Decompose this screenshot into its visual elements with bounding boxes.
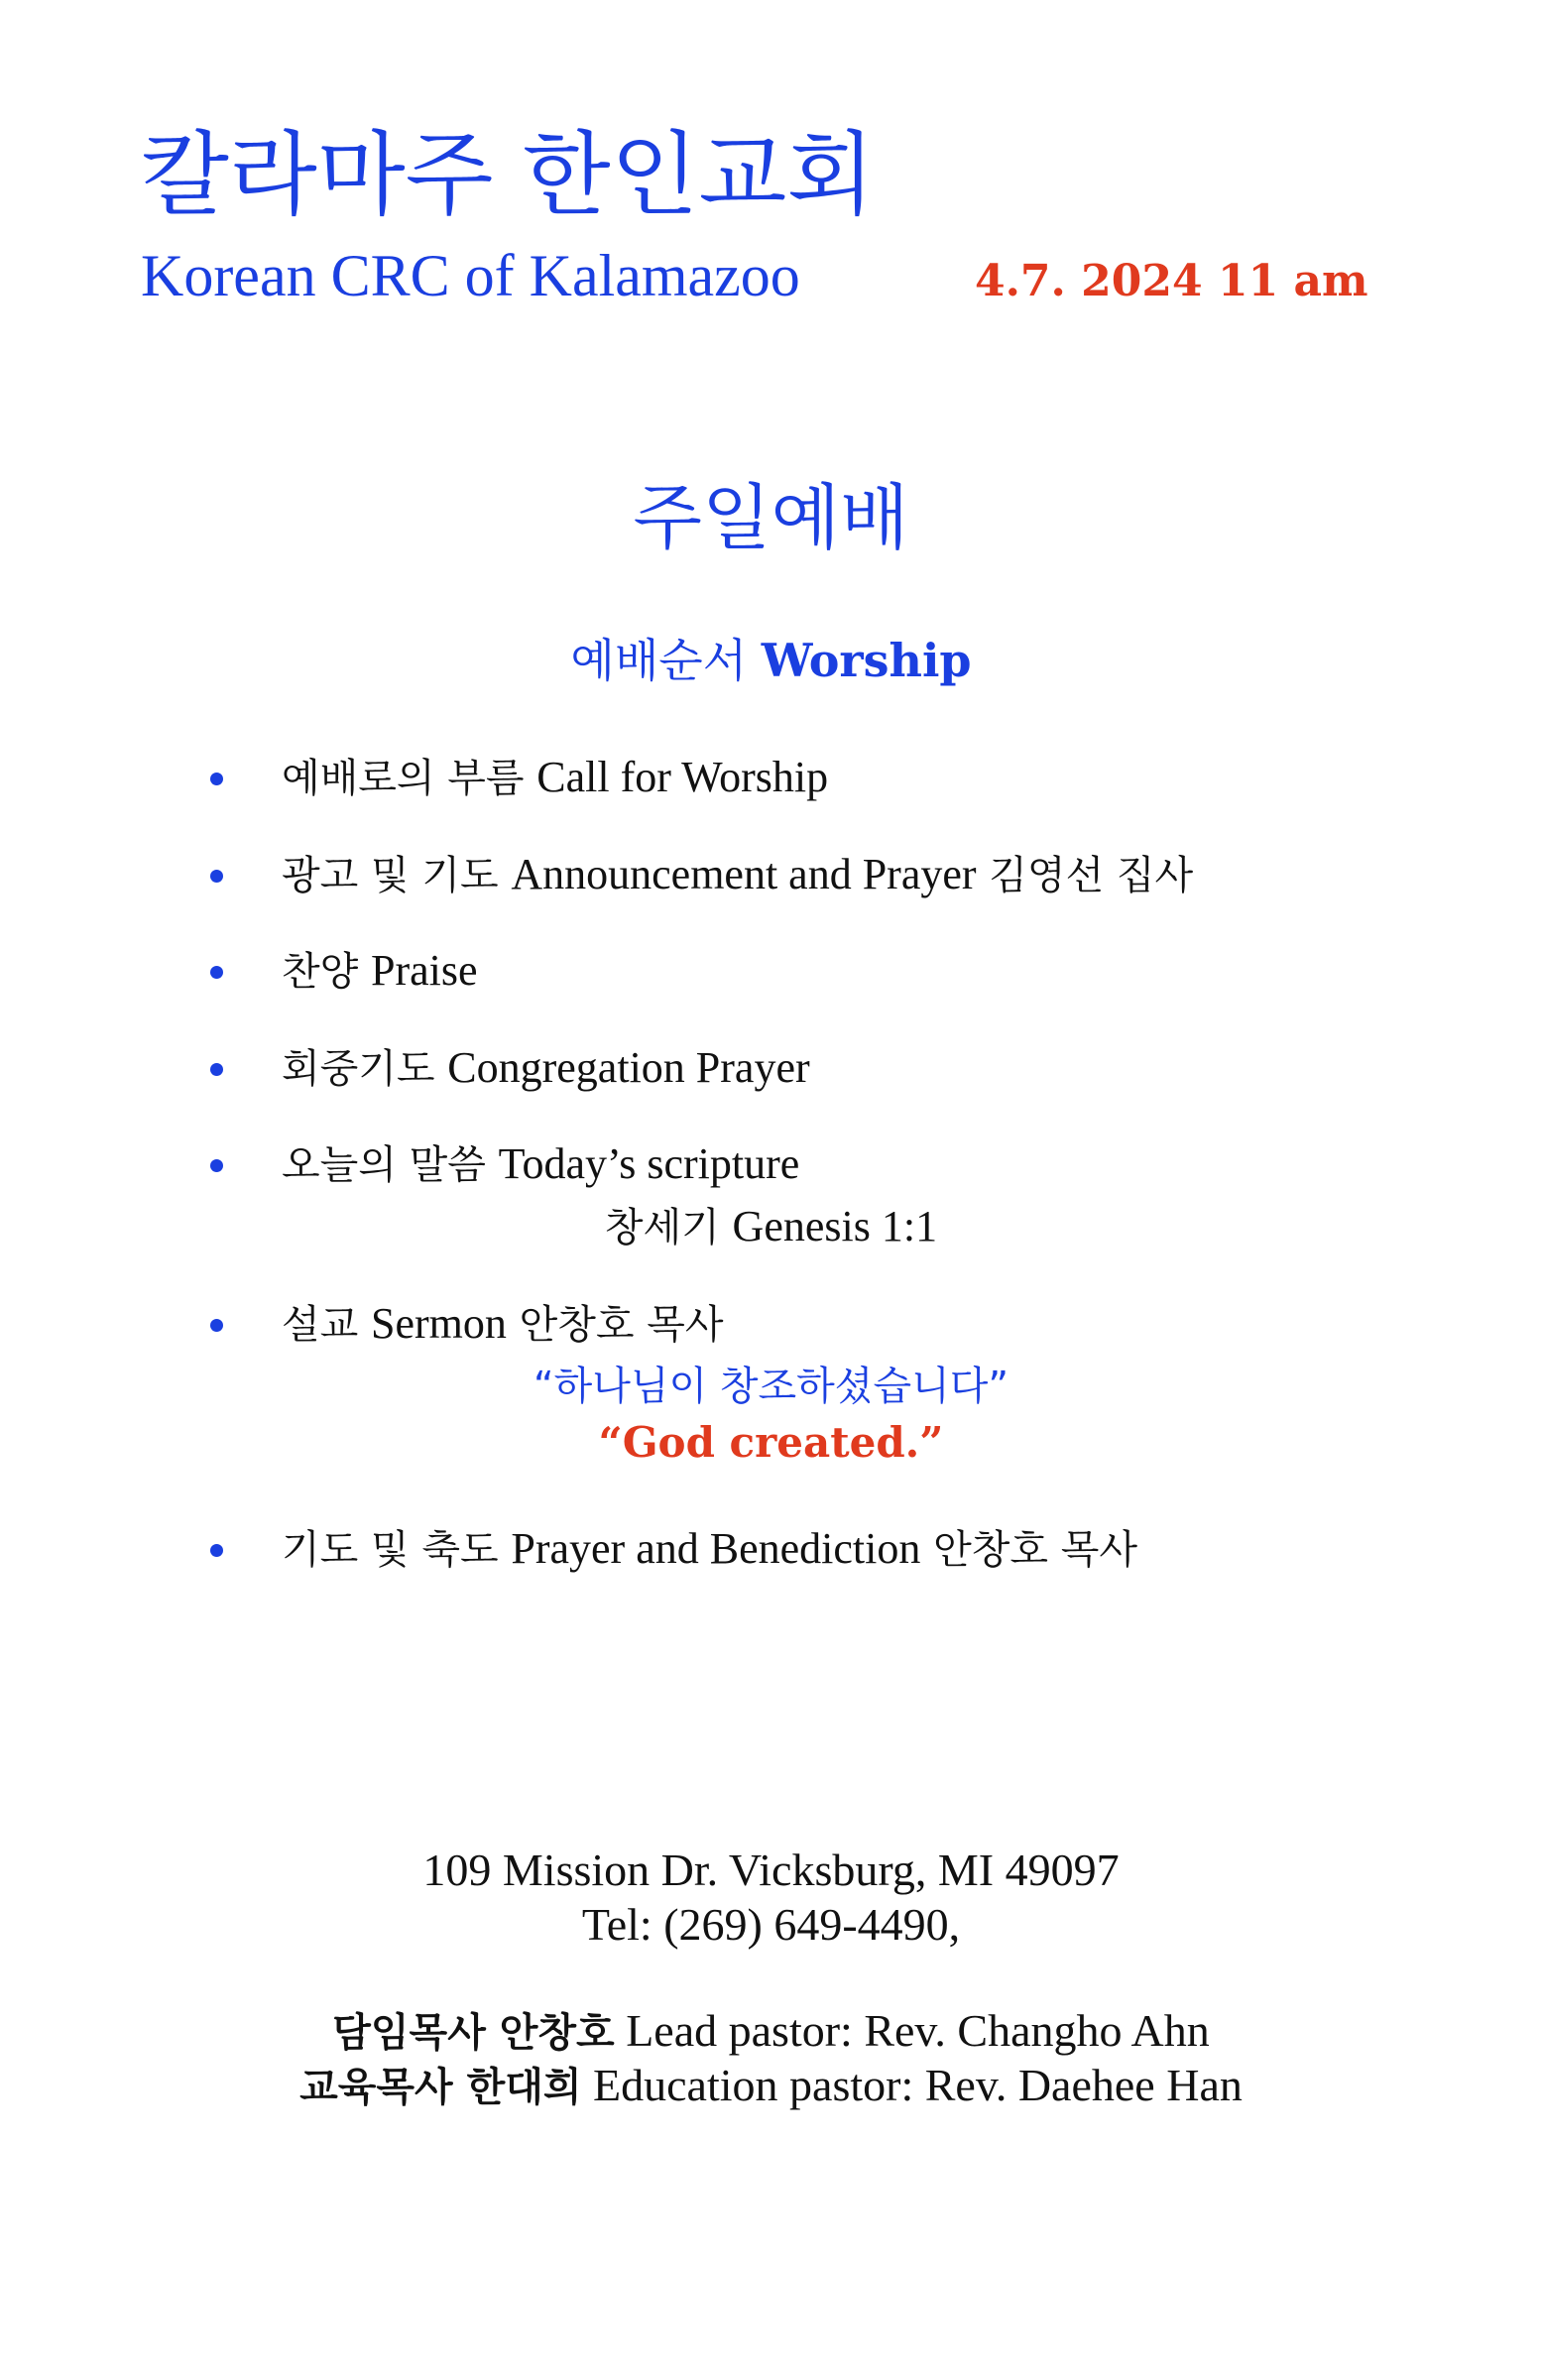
order-item-english: Praise xyxy=(371,946,478,995)
order-item-leader: 안창호 목사 xyxy=(519,1302,724,1348)
lead-pastor-english: Lead pastor: Rev. Changho Ahn xyxy=(626,2005,1210,2056)
service-date-time: 4.7. 2024 11 am xyxy=(975,256,1368,306)
sermon-title-english: “God created.” xyxy=(598,1418,944,1467)
order-item-english: Today’s scripture xyxy=(498,1139,800,1188)
education-pastor-english: Education pastor: Rev. Daehee Han xyxy=(593,2060,1243,2110)
scripture-book-korean: 창세기 xyxy=(604,1205,720,1250)
church-name-korean: 칼라마주 한인교회 xyxy=(141,122,876,228)
order-item-english: Announcement and Prayer xyxy=(511,850,977,898)
bullet-icon xyxy=(210,966,223,979)
bullet-icon xyxy=(210,1159,223,1172)
church-name-english: Korean CRC of Kalamazoo xyxy=(141,243,800,308)
order-item-korean: 찬양 xyxy=(282,949,359,995)
order-title-korean: 예배순서 xyxy=(570,634,748,687)
sermon-title-korean: “하나님이 창조하셨습니다” xyxy=(533,1364,1009,1409)
order-item-english: Sermon xyxy=(371,1299,507,1348)
order-item-korean: 예배로의 부름 xyxy=(282,756,525,801)
church-telephone: Tel: (269) 649-4490, xyxy=(581,1899,961,1950)
bullet-icon xyxy=(210,1319,223,1332)
bullet-icon xyxy=(210,1544,223,1557)
bullet-icon xyxy=(210,1063,223,1076)
education-pastor-korean: 교육목사 한대희 xyxy=(299,2065,582,2110)
scripture-reference xyxy=(0,1202,1542,1252)
order-item-english: Prayer and Benediction xyxy=(511,1524,921,1573)
service-title: 주일예배 xyxy=(633,476,909,559)
lead-pastor-korean: 담임목사 안창호 xyxy=(332,2010,615,2056)
scripture-reference-english: Genesis 1:1 xyxy=(732,1202,938,1250)
bullet-icon xyxy=(210,870,223,883)
order-item-english: Call for Worship xyxy=(536,753,829,801)
order-item-korean: 회중기도 xyxy=(282,1046,435,1092)
order-item-leader: 안창호 목사 xyxy=(933,1527,1137,1573)
order-item-leader: 김영선 집사 xyxy=(989,853,1194,898)
order-item-english: Congregation Prayer xyxy=(447,1043,810,1092)
order-item-korean: 오늘의 말씀 xyxy=(282,1142,486,1188)
lead-pastor xyxy=(0,2004,1542,2060)
order-title-english: Worship xyxy=(761,634,972,687)
order-of-worship-heading xyxy=(0,631,1542,690)
bullet-icon xyxy=(210,773,223,785)
order-item-korean: 광고 및 기도 xyxy=(282,853,499,898)
church-address: 109 Mission Dr. Vicksburg, MI 49097 xyxy=(422,1844,1120,1895)
order-item-korean: 설교 xyxy=(282,1302,359,1348)
order-item-korean: 기도 및 축도 xyxy=(282,1527,499,1573)
education-pastor xyxy=(0,2059,1542,2114)
